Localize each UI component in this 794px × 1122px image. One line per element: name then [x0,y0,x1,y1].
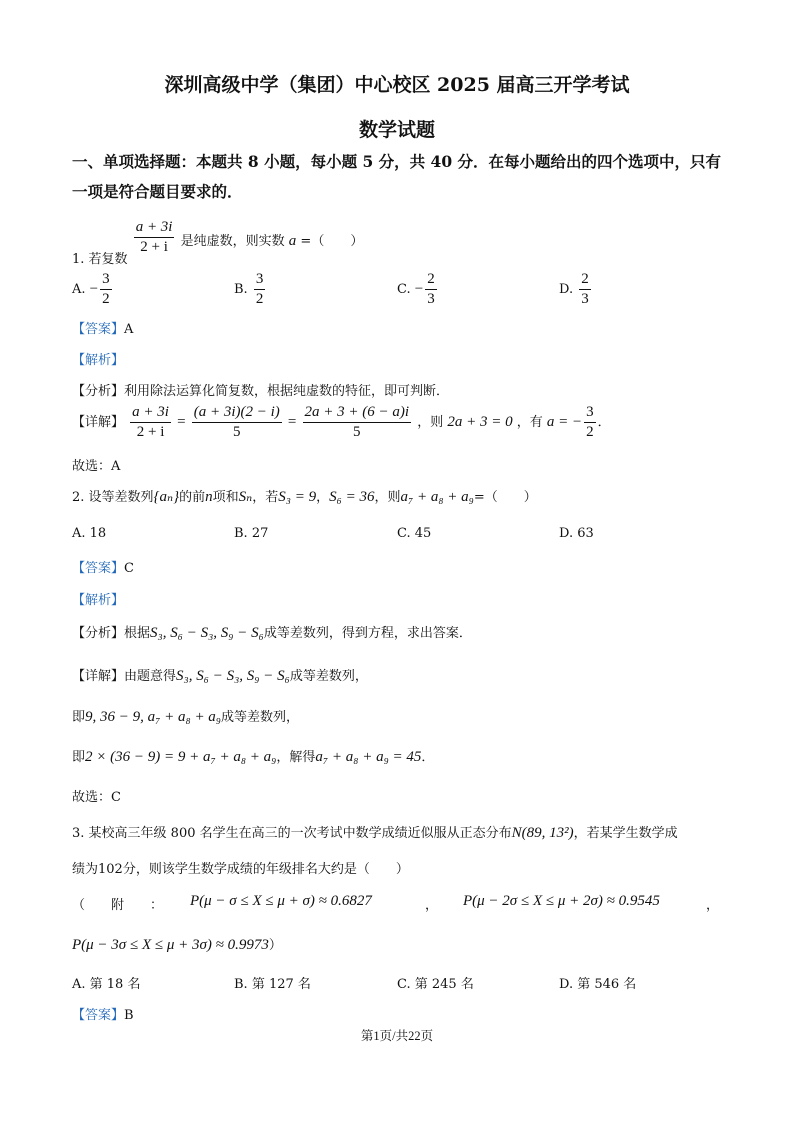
q1-fenxi: 【分析】利用除法运算化简复数，根据纯虚数的特征，即可判断． [72,384,450,399]
q2-detail: 【详解】由题意得S₃, S₆ − S₃, S₉ − S₆成等差数列， [72,668,368,684]
q3-option-a: A. 第 18 名 [72,977,141,992]
q1-option-d: D. $\frac{2}{3}$ [559,271,589,307]
q1-fraction: $\frac{a + 3i}{2 + i}$ [135,219,173,255]
q2-fenxi: 【分析】根据S₃, S₆ − S₃, S₉ − S₆成等差数列，得到方程，求出答案． [72,625,472,641]
q2-option-a: A. 18 [72,526,107,541]
q1-detail: 【详解】 $\frac{a + 3i}{2 + i}$ = $\frac{(a + 3i)(2 - i)}{5}$ = $\frac{2a + 3 + (6 - a)i}{5}$ ，则 2a + 3 = 0 ，有 a = − $\frac{3}{2}$ ． [72,404,611,440]
q1-analysis-label: 【解析】 [72,353,125,368]
q3-prob-3: P(μ − 3σ ≤ X ≤ μ + 3σ) ≈ 0.9973） [72,937,282,953]
q3-appendix-open: （ 附 ： [72,898,164,913]
q3-option-b: B. 第 127 名 [234,977,311,992]
q2-option-d: D. 63 [559,526,594,541]
q1-option-a: A. − $\frac{3}{2}$ [72,271,110,307]
question-2-stem: 2. 设等差数列{aₙ}的前n项和Sₙ，若S₃ = 9，S₆ = 36，则a₇ + a₈ + a₉=（ ） [72,489,537,505]
q2-detail-line2: 即9, 36 − 9, a₇ + a₈ + a₉成等差数列， [72,709,300,725]
q2-choose: 故选：C [72,790,121,805]
q2-option-b: B. 27 [234,526,269,541]
q1-option-b: B. $\frac{3}{2}$ [234,271,264,307]
page-footer: 第1页/共22页 [360,1029,434,1043]
q1-choose: 故选：A [72,459,121,474]
q3-sep-2: ， [706,898,720,913]
page-subtitle: 数学试题 [358,119,435,141]
page-title: 深圳高级中学（集团）中心校区 2025 届高三开学考试 [164,74,630,96]
q3-prob-2: P(μ − 2σ ≤ X ≤ μ + 2σ) ≈ 0.9545 [463,893,660,909]
q3-option-d: D. 第 546 名 [559,977,637,992]
question-3-stem-line2: 绩为102分，则该学生数学成绩的年级排名大约是（ ） [72,862,409,877]
q3-option-c: C. 第 245 名 [397,977,474,992]
q2-option-c: C. 45 [397,526,432,541]
q3-sep-1: ， [425,898,439,913]
q1-option-c: C. − $\frac{2}{3}$ [397,271,435,307]
q1-answer: 【答案】A [72,322,134,337]
q3-prob-1: P(μ − σ ≤ X ≤ μ + σ) ≈ 0.6827 [190,893,372,909]
question-1-stem: 1. 若复数 $\frac{a + 3i}{2 + i}$ 是纯虚数，则实数 a =（ ） [72,219,364,267]
question-3-stem-line1: 3. 某校高三年级 800 名学生在高三的一次考试中数学成绩近似服从正态分布N(89, 13²)，若某学生数学成 [72,825,678,841]
q2-answer: 【答案】C [72,561,134,576]
q1-prefix: 1. 若复数 [72,252,128,267]
section-header-line1: 一、单项选择题：本题共 8 小题，每小题 5 分，共 40 分．在每小题给出的四个选项中，只有 [72,152,722,171]
q2-analysis-label: 【解析】 [72,593,125,608]
q2-detail-line3: 即2 × (36 − 9) = 9 + a₇ + a₈ + a₉，解得a₇ + a₈ + a₉ = 45． [72,749,435,765]
q3-answer: 【答案】B [72,1008,134,1023]
section-header-line2: 一项是符合题目要求的． [72,182,243,201]
